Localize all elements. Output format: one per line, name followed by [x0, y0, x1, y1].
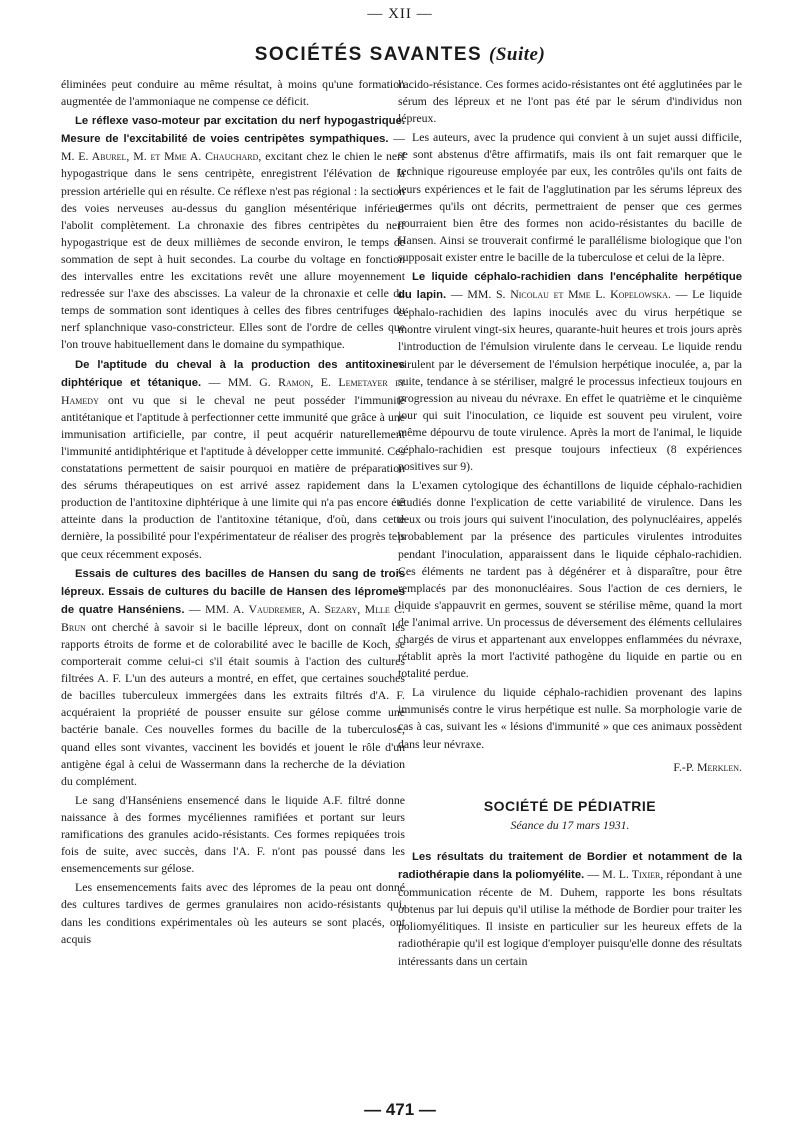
paragraph: l'acido-résistance. Ces formes acido-résistantes ont été agglutinées par le sérum des lépreux et ne l'ont pas été par le sérum d'individus non lépreux. [398, 77, 742, 126]
article-title: Le réflexe vaso-moteur par excitation du nerf hypogastrique. Mesure de l'excitabilité de voies centripètes sympathiques. [61, 115, 405, 146]
article-title: Le liquide céphalo-rachidien dans l'encéphalite herpétique du lapin. [398, 271, 742, 302]
paragraph: L'examen cytologique des échantillons de liquide céphalo-rachidien étudiés donne l'explication de cette variabilité de virulence. Dans les deux ou trois jours qui suivent l'inoculation, des polynucléaires, appelés probablement par la présence des particules virulentes introduites pendant l'inoculation, apparaissent dans le liquide céphalo-rachidien. Ces éléments ne tardent pas à dégénérer et à disparaître, pour être remplacés par des mononucléaires. Sous l'action de ces derniers, le liquide s'appauvrit en germes, souvent se stérilise même, quand la mort de l'animal arrive. Un processus de déversement des éléments cellulaires chargés de virus et appartenant aux enveloppes enflammées du névraxe, rétablit après la mort l'activité pathogène du liquide en partie ou en totalité perdue. [398, 478, 742, 681]
section-title-suite: (Suite) [489, 44, 546, 65]
article-bacilles-hansen [61, 565, 405, 790]
article-title: Les résultats du traitement de Bordier et notamment de la radiothérapie dans la poliomyélite. [398, 850, 742, 882]
article-body: excitant chez le chien le nerf hypogastrique dans le sens centripète, enregistrent l'élévation de la pression artérielle qui en résulte. Ce réflexe n'est pas régional : la section des voies nerveuses au-dessus du ganglion mésentérique inférieur l'abolit complètement. La chronaxie des fibres centripètes du nerf hypogastrique est de deux millièmes de seconde environ, le temps de sommation de sept à huit secondes. La courbe du voltage en fonction des intervalles entre les excitations revêt une allure moyennement redressée sur l'axe des abscisses. La valeur de la chronaxie et celle du temps de sommation sont identiques à celles des fibres centrifuges du nerf splanchnique vaso-constricteur. Elles sont de l'ordre de celles que l'on trouve habituellement dans le domaine du sympathique. [61, 149, 405, 352]
session-date: Séance du 17 mars 1931. [510, 817, 630, 832]
running-head: — XII — [367, 6, 433, 22]
paragraph: Le sang d'Hanséniens ensemencé dans le liquide A.F. filtré donne naissance à des formes mycéliennes ramifiées et portant sur leurs ramifications des granules acido-résistants. Ces formes repiquées trois fois de suite, avec succès, dans l'A. F. n'ont pas poussé dans les ensemencements sur gélose. [61, 792, 405, 876]
article-authors: — M. L. Tixier, [587, 867, 664, 882]
page-number: — 471 — [364, 1100, 436, 1119]
section-title-text: SOCIÉTÉS SAVANTES [254, 44, 483, 65]
paragraph: Les auteurs, avec la prudence qui convient à un sujet aussi difficile, se sont abstenus d'être affirmatifs, mais ils ont fait remarquer que le technique rigoureuse employée par eux, les contrôles qu'ils ont faits de leurs expériences et le fait de l'agglutination par les sérums lépreux des germes qu'ils ont décrits, permettraient de penser que ces germes pourraient bien être des formes non acido-résistantes du bacille de Hansen. Ainsi se trouverait confirmé le parallélisme biologique que l'on supposait exister entre le bacille de la tuberculose et celui de la lèpre. [398, 130, 742, 264]
article-authors: — M. E. Aburel, M. et Mme A. Chauchard, [61, 131, 405, 164]
article-authors: — MM. A. Vaudremer, A. Sezary, Mlle C. Brun [61, 601, 405, 634]
paragraph: La virulence du liquide céphalo-rachidien provenant des lapins immunisés contre le virus herpétique est nulle. Sa morphologie varie de cas à cas, suivant les « lésions d'immunité » que ces animaux possèdent dans leur névraxe. [398, 685, 742, 751]
article-body: ont cherché à savoir si le bacille lépreux, dont on connaît les rapports étroits de forme et de colorabilité avec le bacille de Koch, se comporterait comme celui-ci s'il était soumis à l'action des cultures filtrées A. F. L'un des auteurs a montré, en effet, que certaines souches de bacilles tuberculeux immergées dans les extraits filtrés d'A. F. acquéraient la propriété de pousser ensuite sur gélose comme une bactérie banale. Ces nouvelles formes du bacille de la tuberculose, quand elles sont vivantes, vaccinent les bovidés et jouent le rôle d'un antigène égal à celui de Wassermann dans la recherche de la déviation du complément. [61, 619, 405, 788]
article-authors: — MM. S. Nicolau et Mme L. Kopelowska. [450, 287, 671, 302]
signature: F.-P. Merklen. [673, 759, 742, 774]
article-body: — Le liquide céphalo-rachidien des lapins inoculés avec du virus herpétique se montre virulent vingt-six heures, quarante-huit heures et trois jours après l'introduction de l'émulsion virulente dans le cerveau. Le liquide rendu virulent par le déversement de l'émulsion herpétique inoculée, a, par la suite, tendance à se stériliser, malgré le processus infectieux toujours en progression au niveau du névraxe. En effet le quatrième et le cinquième jour qui suit l'inoculation, ce liquide est souvent peu virulent, voire même dépourvu de toute virulence. Après la mort de l'animal, le liquide céphalo-rachidien est presque toujours infectieux (8 expériences positives sur 9). [398, 287, 742, 474]
section-title [0, 44, 800, 66]
society-title: SOCIÉTÉ DE PÉDIATRIE [483, 797, 657, 814]
article-bordier [398, 848, 742, 970]
left-column [61, 76, 405, 1100]
article-reflexe-vaso-moteur [61, 112, 405, 353]
article-title: De l'aptitude du cheval à la production des antitoxines diphtérique et tétanique. [61, 358, 405, 389]
article-authors: — MM. G. Ramon, E. Lemetayer et Hamedy [61, 374, 405, 407]
article-title: Essais de cultures des bacilles de Hansen du sang de trois lépreux. Essais de cultures du bacille de Hansen des lépromes de quatre Hanséniens. [61, 567, 405, 616]
article-antitoxines [61, 356, 405, 563]
right-column [398, 76, 742, 1100]
paragraph: Les ensemencements faits avec des lépromes de la peau ont donné des cultures tardives de germes granulaires non acido-résistants qui, dans les conditions expérimentales où les auteurs se sont placés, ont acquis [61, 880, 405, 946]
paragraph: éliminées peut conduire au même résultat, à moins qu'une formation augmentée de l'ammoniaque ne compense ce déficit. [61, 77, 405, 109]
article-liquide-cephalo-rachidien [398, 268, 742, 475]
article-body: répondant à une communication récente de M. Duhem, rapporte les bons résultats obtenus par lui depuis qu'il utilise la méthode de Bordier pour traiter les poliomyélitiques. Il insiste en particulier sur les heureux effets de la radiothérapie qu'il est logique d'employer puisqu'elle donne des résultats intéressants dans un certain [398, 867, 742, 968]
article-body: ont vu que si le cheval ne peut posséder l'immunité antitétanique et l'aptitude à perfectionner cette immunité que grâce à une immunisation artificielle, par contre, il peut acquérir naturellement l'immunité antidiphtérique et l'aptitude à développer cette immunité. Ces constatations permettent de saisir pourquoi en matière de préparation des sérums thérapeutiques on est arrivé assez rapidement dans la production de l'antitoxine diphtérique à une limite qui n'a pas encore été atteinte dans la production de l'antitoxine tétanique, d'où, dans cette dernière, la possibilité pour l'expérimentateur de réaliser des progrès tels que ceux récemment exposés. [61, 392, 405, 561]
